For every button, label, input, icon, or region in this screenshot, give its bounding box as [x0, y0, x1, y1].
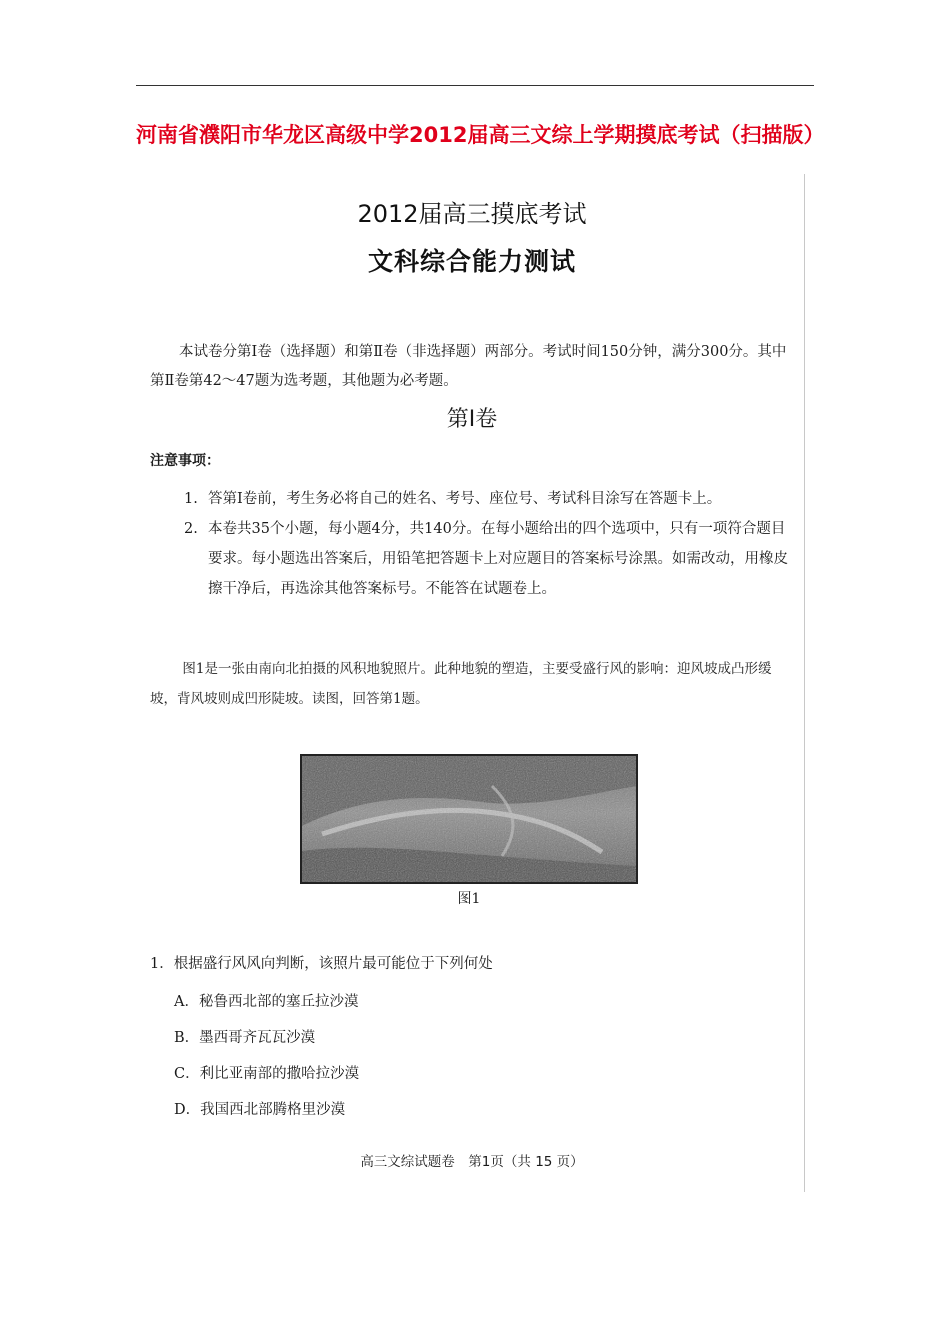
- section-heading: 第Ⅰ卷: [446, 407, 498, 432]
- note-item: [186, 484, 790, 514]
- question-passage: 图1是一张由南向北拍摄的风积地貌照片。此种地貌的塑造，主要受盛行风的影响：迎风坡成凸形缓坡，背风坡则成凹形陡坡。读图，回答第1题。: [150, 661, 772, 707]
- figure-caption: 图1: [457, 891, 481, 907]
- document-title: 河南省濮阳市华龙区高级中学2012届高三文综上学期摸底考试（扫描版）: [136, 123, 825, 147]
- top-rule: [136, 85, 814, 86]
- exam-subject: 文科综合能力测试: [367, 247, 576, 276]
- exam-title: 2012届高三摸底考试: [357, 200, 587, 228]
- dune-photo: [300, 754, 638, 884]
- scanned-exam-page: [138, 172, 806, 1192]
- notes-title: 注意事项：: [150, 453, 220, 469]
- option-b: B．墨西哥齐瓦瓦沙漠: [174, 1030, 316, 1046]
- question-stem: 1．根据盛行风风向判断，该照片最可能位于下列何处: [150, 956, 493, 972]
- note-number: 1.: [184, 491, 198, 507]
- exam-intro: 本试卷分第Ⅰ卷（选择题）和第Ⅱ卷（非选择题）两部分。考试时间150分钟，满分300分。其中第Ⅱ卷第42～47题为选考题，其他题为必考题。: [150, 344, 787, 389]
- note-text: 答第Ⅰ卷前，考生务必将自己的姓名、考号、座位号、考试科目涂写在答题卡上。: [208, 491, 722, 507]
- note-number: 2.: [184, 521, 198, 537]
- note-item: [186, 514, 790, 604]
- option-d: D．我国西北部腾格里沙漠: [174, 1102, 346, 1118]
- page-footer: 高三文综试题卷 第1页（共 15 页）: [360, 1154, 584, 1170]
- note-text: 本卷共35个小题，每小题4分，共140分。在每小题给出的四个选项中，只有一项符合题目要求。每小题选出答案后，用铅笔把答题卡上对应题目的答案标号涂黑。如需改动，用橡皮擦干净后，再选涂其他答案标号。不能答在试题卷上。: [208, 521, 788, 597]
- option-c: C．利比亚南部的撒哈拉沙漠: [174, 1066, 360, 1082]
- option-a: A．秘鲁西北部的塞丘拉沙漠: [174, 994, 359, 1010]
